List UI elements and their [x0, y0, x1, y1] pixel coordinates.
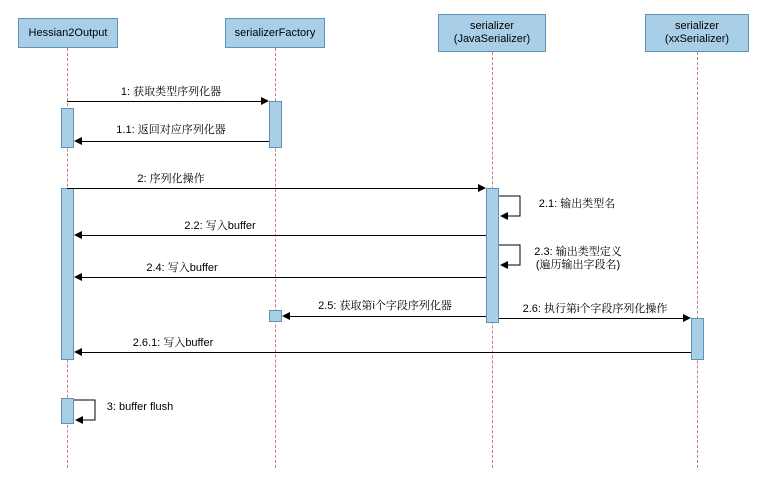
message-label-2-2: 2.2: 写入buffer [184, 220, 256, 232]
message-line-1 [67, 101, 261, 102]
message-line-2 [67, 188, 478, 189]
activation-bar [269, 310, 282, 322]
participant-label: serializer [674, 20, 719, 32]
arrow-head-2-5 [282, 312, 290, 320]
message-label-2-1: 2.1: 输出类型名 [538, 198, 616, 210]
activation-bar [61, 108, 74, 148]
arrow-head-2-2 [74, 231, 82, 239]
participant-label: Hessian2Output [28, 26, 108, 39]
arrow-head-2-1 [500, 212, 508, 220]
message-label-2-6-1: 2.6.1: 写入buffer [132, 337, 214, 349]
arrow-head-2-6 [683, 314, 691, 322]
activation-bar [691, 318, 704, 360]
message-label-1: 1: 获取类型序列化器 [120, 86, 222, 98]
lifeline-serializer-xx [697, 52, 698, 468]
message-label-1-1: 1.1: 返回对应序列化器 [116, 124, 226, 136]
arrow-head-2-6-1 [74, 348, 82, 356]
message-line-2-6-1 [82, 352, 691, 353]
message-line-2-6 [499, 318, 683, 319]
message-label-2-5: 2.5: 获取第i个字段序列化器 [318, 300, 452, 312]
activation-bar [61, 188, 74, 360]
participant-hessian2output[interactable] [18, 18, 118, 48]
message-label-2-3: 2.3: 输出类型定义 (遍历输出字段名) [534, 246, 622, 271]
arrow-head-1 [261, 97, 269, 105]
message-label-2-4: 2.4: 写入buffer [146, 262, 218, 274]
arrow-head-2-3 [500, 261, 508, 269]
message-label-2: 2: 序列化操作 [137, 173, 205, 185]
activation-bar [269, 101, 282, 148]
participant-label: serializerFactory [234, 26, 316, 39]
message-line-1-1 [82, 141, 269, 142]
participant-serializerfactory[interactable] [225, 18, 325, 48]
participant-sublabel: (xxSerializer) [664, 33, 730, 45]
arrow-head-2-4 [74, 273, 82, 281]
arrow-head-3 [75, 416, 83, 424]
participant-label: serializer [469, 20, 514, 32]
participant-sublabel: (JavaSerializer) [453, 33, 531, 45]
arrow-head-2 [478, 184, 486, 192]
message-line-2-5 [290, 316, 486, 317]
message-line-2-4 [82, 277, 486, 278]
participant-serializer-xxserializer[interactable] [645, 14, 749, 52]
message-label-3: 3: buffer flush [106, 401, 174, 413]
participant-serializer-javaserializer[interactable] [438, 14, 546, 52]
message-line-2-2 [82, 235, 486, 236]
arrow-head-1-1 [74, 137, 82, 145]
message-label-2-6: 2.6: 执行第i个字段序列化操作 [522, 303, 668, 315]
